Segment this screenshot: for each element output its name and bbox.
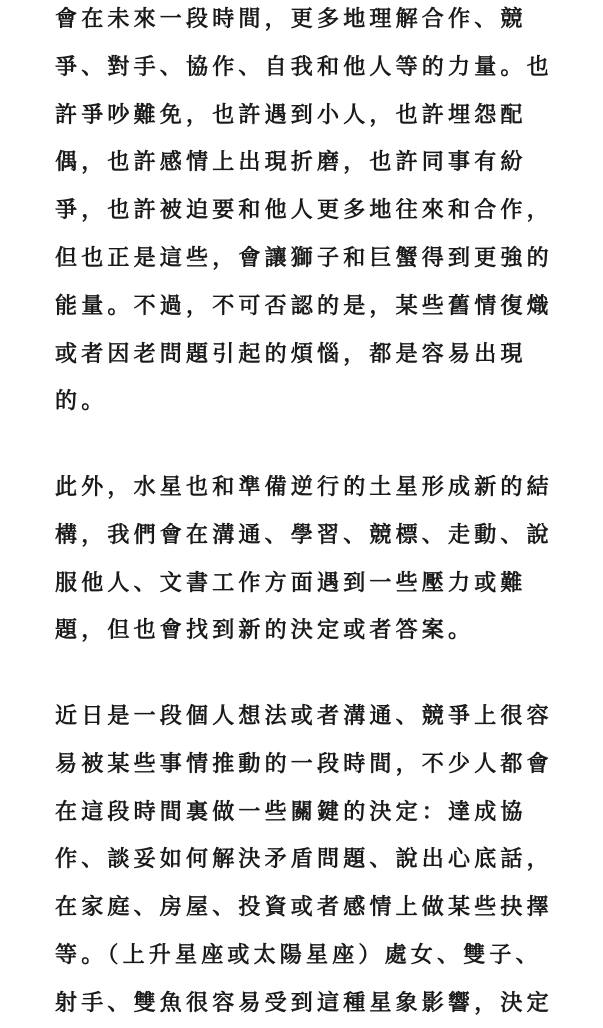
text-line: 射手、雙魚很容易受到這種星象影響，決定 [55, 990, 553, 1016]
text-line: 近日是一段個人想法或者溝通、競爭上很容 [55, 704, 553, 729]
text-line: 的。 [55, 389, 108, 415]
text-line: 會在未來一段時間，更多地理解合作、競 [55, 7, 527, 32]
text-line: 易被某些事情推動的一段時間，不少人都會 [55, 751, 553, 777]
text-line: 構，我們會在溝通、學習、競標、走動、說 [55, 522, 553, 548]
text-line: 或者因老問題引起的煩惱，都是容易出現 [55, 341, 527, 367]
text-line: 在這段時間裏做一些關鍵的決定：達成協 [55, 799, 527, 825]
text-line: 能量。不過，不可否認的是，某些舊情復熾 [55, 293, 553, 319]
paragraph-1 [55, 0, 553, 426]
text-line: 許爭吵難免，也許遇到小人，也許埋怨配 [55, 102, 527, 128]
text-line: 等。（上升星座或太陽星座）處女、雙子、 [55, 942, 542, 968]
paragraph-3 [55, 693, 553, 1028]
text-line: 在家庭、房屋、投資或者感情上做某些抉擇 [55, 895, 553, 921]
text-line: 但也正是這些，會讓獅子和巨蟹得到更強的 [55, 245, 553, 271]
text-line: 題，但也會找到新的決定或者答案。 [55, 618, 475, 644]
text-line: 爭，也許被迫要和他人更多地往來和合作， [55, 198, 553, 224]
text-line: 偶，也許感情上出現折磨，也許同事有紛 [55, 150, 527, 176]
text-line: 服他人、文書工作方面遇到一些壓力或難 [55, 570, 527, 596]
text-line: 爭、對手、協作、自我和他人等的力量。也 [55, 54, 553, 80]
text-line: 此外，水星也和準備逆行的土星形成新的結 [55, 475, 553, 500]
paragraph-2 [55, 464, 553, 655]
text-line: 作、談妥如何解決矛盾問題、說出心底話， [55, 847, 553, 873]
